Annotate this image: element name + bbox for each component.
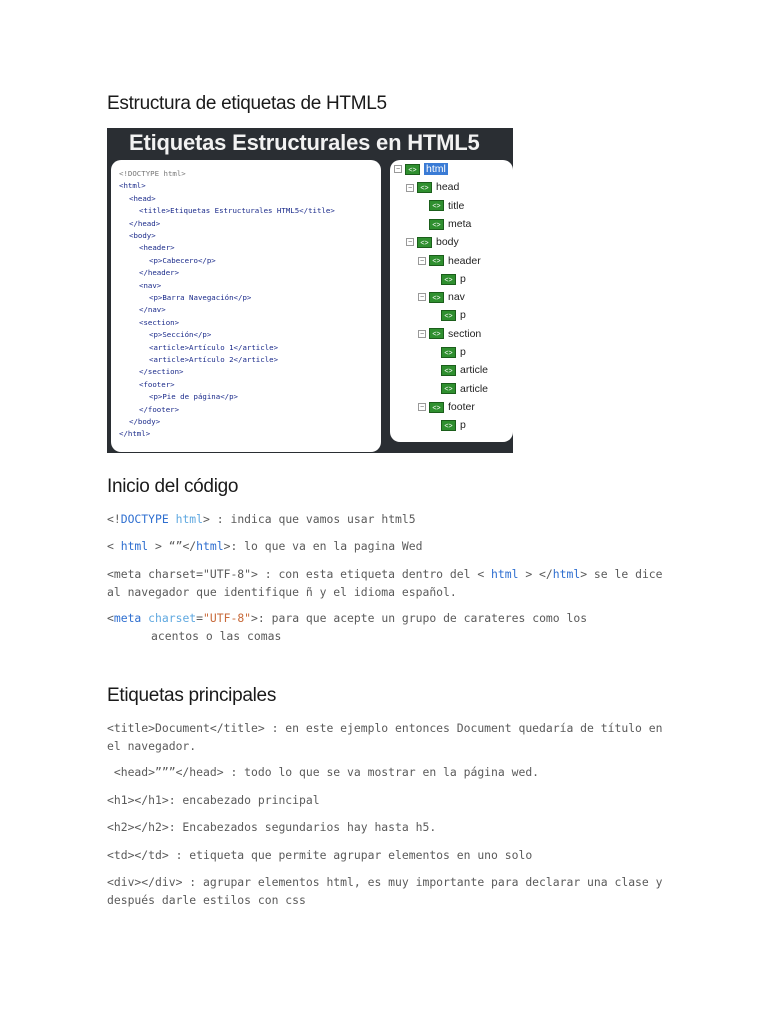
html5-structure-image bbox=[107, 128, 513, 453]
tree-node bbox=[418, 199, 464, 213]
tree-node-label: title bbox=[448, 199, 465, 212]
expand-toggle-icon: − bbox=[407, 184, 413, 192]
code-listing-line: </nav> bbox=[139, 305, 166, 315]
tree-node bbox=[430, 345, 466, 359]
code-listing-line: </footer> bbox=[139, 404, 180, 414]
tree-node-label: header bbox=[448, 254, 481, 267]
keyword: html bbox=[552, 567, 581, 581]
element-tag-icon: <> bbox=[429, 402, 444, 413]
text: > </ bbox=[518, 567, 553, 581]
expand-toggle-icon: − bbox=[407, 239, 413, 247]
code-listing-line: </section> bbox=[139, 367, 184, 377]
code-listing-line: <head> bbox=[129, 193, 156, 203]
tag-desc-h2: <h2></h2>: Encabezados segundarios hay hasta h5. bbox=[107, 820, 437, 834]
code-listing-line: <p>Sección</p> bbox=[149, 330, 212, 340]
code-listing-line: <section> bbox=[139, 317, 180, 327]
element-tag-icon: <> bbox=[429, 200, 444, 211]
string-value: "UTF-8" bbox=[203, 611, 252, 625]
attribute: charset bbox=[148, 611, 197, 625]
element-tag-icon: <> bbox=[441, 420, 456, 431]
code-line-html bbox=[107, 537, 667, 555]
tree-node-label: footer bbox=[448, 400, 475, 413]
tag-desc-title: <title>Document</title> : en este ejemplo entonces Document quedaría de título en el navegador. bbox=[107, 721, 670, 753]
tree-node bbox=[418, 217, 471, 231]
element-tag-icon: <> bbox=[441, 310, 456, 321]
keyword: html bbox=[491, 567, 519, 581]
text: < bbox=[107, 539, 121, 553]
code-listing-line: <!DOCTYPE html> bbox=[119, 169, 186, 178]
tree-node-label: p bbox=[460, 346, 466, 358]
text: > “”</ bbox=[148, 539, 197, 553]
text: > se le dice al navegador que identifique ñ y el idioma español. bbox=[107, 567, 670, 599]
code-listing-line: <article>Artículo 1</article> bbox=[149, 342, 279, 352]
tree-node bbox=[430, 272, 466, 286]
element-tag-icon: <> bbox=[429, 255, 444, 266]
element-tag-icon: <> bbox=[441, 383, 456, 394]
tree-node-label: meta bbox=[448, 217, 472, 230]
tag-desc-head: <head>”””</head> : todo lo que se va mostrar en la página wed. bbox=[107, 765, 540, 779]
banner-title: Etiquetas Estructurales en HTML5 bbox=[129, 130, 480, 155]
tree-node-label: p bbox=[460, 272, 466, 285]
keyword: html bbox=[120, 539, 149, 553]
tree-node bbox=[430, 308, 466, 322]
code-listing-line: <p>Barra Navegación</p> bbox=[149, 293, 252, 302]
tag-desc-div: <div></div> : agrupar elementos html, es muy importante para declarar una clase y después darle estilos con css bbox=[107, 875, 670, 907]
keyword: html bbox=[175, 512, 204, 526]
dom-tree-panel bbox=[390, 160, 513, 442]
code-line-meta-continuation: acentos o las comas bbox=[151, 629, 282, 643]
tree-node bbox=[406, 180, 459, 194]
text: < bbox=[107, 611, 114, 625]
tree-node-label: body bbox=[436, 236, 459, 249]
code-listing-line: <p>Pie de página</p> bbox=[149, 392, 238, 402]
tree-node bbox=[430, 382, 488, 396]
text: >: lo que va en la pagina Wed bbox=[223, 539, 423, 553]
code-listing-line: </body> bbox=[129, 417, 161, 426]
element-tag-icon: <> bbox=[429, 328, 444, 339]
tag-desc-h1: <h1></h1>: encabezado principal bbox=[107, 793, 320, 807]
tree-node-label: article bbox=[460, 382, 489, 395]
element-tag-icon: <> bbox=[429, 292, 444, 303]
element-tag-icon: <> bbox=[405, 164, 420, 175]
tree-node bbox=[418, 290, 465, 304]
expand-toggle-icon: − bbox=[419, 294, 425, 302]
tag-desc-td: <td></td> : etiqueta que permite agrupar elementos en uno solo bbox=[107, 848, 533, 862]
element-tag-icon: <> bbox=[441, 274, 456, 285]
element-tag-icon: <> bbox=[441, 365, 456, 376]
tree-node bbox=[418, 327, 481, 341]
tree-node-label: html bbox=[426, 163, 446, 175]
tree-node-label: nav bbox=[448, 291, 465, 304]
tree-node-label: head bbox=[436, 181, 460, 194]
code-line-meta-highlighted bbox=[107, 609, 667, 627]
text: > : indica que vamos usar html5 bbox=[203, 512, 416, 526]
tree-node bbox=[394, 162, 448, 176]
code-listing-line: </header> bbox=[139, 268, 180, 278]
tree-node-label: p bbox=[460, 419, 466, 432]
element-tag-icon: <> bbox=[417, 182, 432, 193]
code-listing-line: </head> bbox=[129, 218, 161, 228]
code-listing-line: <html> bbox=[119, 181, 146, 191]
code-listing-line: </html> bbox=[119, 429, 151, 439]
expand-toggle-icon: − bbox=[419, 257, 425, 265]
tree-node bbox=[406, 235, 459, 249]
text: <meta charset="UTF-8"> : con esta etiqueta dentro del < bbox=[107, 567, 492, 581]
text: = bbox=[196, 611, 204, 625]
code-line-doctype bbox=[107, 510, 667, 528]
tree-node bbox=[418, 400, 475, 414]
tree-node bbox=[418, 254, 481, 268]
tree-node-label: section bbox=[448, 327, 482, 340]
code-listing-line: <body> bbox=[129, 231, 156, 240]
expand-toggle-icon: − bbox=[419, 404, 425, 412]
tree-node-label: p bbox=[460, 309, 466, 322]
section-title-principales: Etiquetas principales bbox=[107, 685, 277, 706]
code-listing-line: <p>Cabecero</p> bbox=[149, 255, 216, 265]
code-listing-line: <title>Etiquetas Estructurales HTML5</title> bbox=[139, 206, 335, 216]
section-title-inicio: Inicio del código bbox=[107, 476, 239, 497]
code-listing-line: <nav> bbox=[139, 280, 162, 290]
keyword: DOCTYPE bbox=[120, 512, 169, 526]
element-tag-icon: <> bbox=[429, 219, 444, 230]
tree-node bbox=[430, 418, 466, 432]
section-title-estructura: Estructura de etiquetas de HTML5 bbox=[107, 93, 387, 114]
code-listing-line: <footer> bbox=[139, 379, 175, 389]
code-line-meta-charset bbox=[107, 565, 670, 601]
code-listing-line: <header> bbox=[139, 243, 175, 253]
element-tag-icon: <> bbox=[441, 347, 456, 358]
code-listing-line: <article>Artículo 2</article> bbox=[149, 355, 279, 364]
text: <! bbox=[107, 512, 121, 526]
expand-toggle-icon: − bbox=[395, 166, 401, 174]
element-tag-icon: <> bbox=[417, 237, 432, 248]
keyword: html bbox=[196, 539, 224, 553]
tree-node-label: article bbox=[460, 364, 489, 377]
tree-node bbox=[430, 363, 488, 377]
expand-toggle-icon: − bbox=[419, 330, 425, 338]
keyword: meta bbox=[113, 611, 142, 625]
text: >: para que acepte un grupo de carateres como los bbox=[251, 611, 588, 625]
code-panel bbox=[111, 160, 381, 452]
